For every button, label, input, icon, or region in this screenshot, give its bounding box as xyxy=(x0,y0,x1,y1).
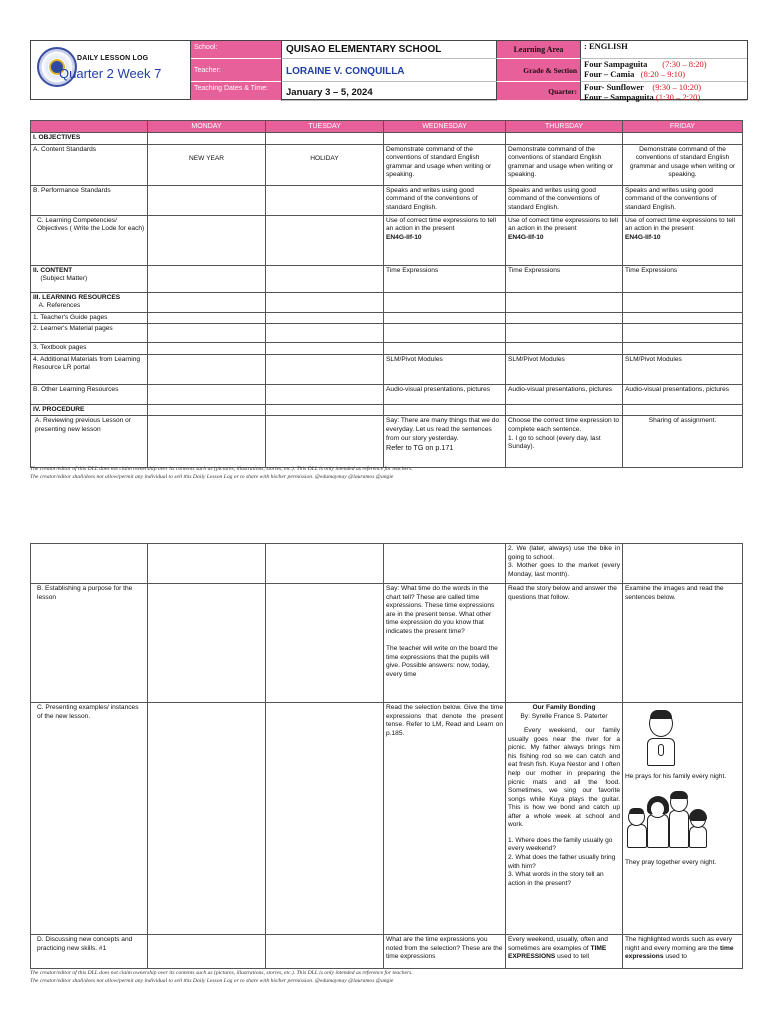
story-title: Our Family Bonding xyxy=(532,704,596,711)
fri-additional: SLM/Pivot Modules xyxy=(623,354,743,384)
day-header-monday: MONDAY xyxy=(148,121,266,133)
thu-content-standard: Demonstrate command of the conventions of standard English grammar and usage when writing or speaking. xyxy=(506,144,623,185)
wed-examples: Read the selection below. Give the time expressions that denote the present tense. Refer to LM, Read and Learn on p.185. xyxy=(384,703,506,935)
learning-area-label: Learning Area xyxy=(496,41,580,59)
section-row: Four – Sampaguita (1:30 – 2:20) xyxy=(584,91,701,102)
section-row: Four – Camia (8:20 – 9:10) xyxy=(584,68,686,79)
header-logo-block xyxy=(31,41,191,99)
section-row: Four- Sunflower (9:30 – 10:20) xyxy=(584,82,702,92)
teacher-value: LORAINE V. CONQUILLA xyxy=(281,59,496,82)
fri-discussing: The highlighted words such as every night and every morning are the time expressions used to xyxy=(623,935,743,969)
examples-label: C. Presenting examples/ instances of the new lesson. xyxy=(31,703,148,935)
thu-review: Choose the correct time expression to complete each sentence. 1. I go to school (every day, last Sunday). xyxy=(506,416,623,468)
footer-line: The creator/editor shall/does not allow/permit any individual to sell this Daily Lesson Log or to share with his/her permission. @edumaymay @lauramos @angie xyxy=(30,977,394,984)
story-question: 1. Where does the family usually go every weekend? xyxy=(508,836,613,853)
discussing-label: D. Discussing new concepts and practicing new skills. #1 xyxy=(31,935,148,969)
school-label: School: xyxy=(191,41,281,59)
boy-praying-illustration xyxy=(625,704,740,769)
wed-other: Audio-visual presentations, pictures xyxy=(384,384,506,404)
story-question: 2. What does the father usually bring with him? xyxy=(508,854,616,870)
wed-content-standard: Demonstrate command of the conventions of standard English grammar and usage when writing or speaking. xyxy=(384,144,506,185)
grade-section-label: Grade & Section xyxy=(496,59,580,82)
additional-materials-label: 4. Additional Materials from Learning Resource LR portal xyxy=(31,354,148,384)
fri-caption-2: They pray together every night. xyxy=(625,858,717,866)
story-author: By: Syrelle France S. Paterter xyxy=(520,712,608,720)
thu-competency: Use of correct time expressions to tell an action in the present EN4G-IIf-10 xyxy=(506,215,623,265)
quarter-week-title: Quarter 2 Week 7 xyxy=(59,66,162,81)
competencies-label: C. Learning Competencies/ Objectives ( Write the Lode for each) xyxy=(31,215,148,265)
dates-label: Teaching Dates & Time: xyxy=(191,82,281,101)
footer-line: The creator/editor of this DLL does not claim ownership over its contents such as (pictures, illustrations, stories, etc.). This DLL is only intended as reference for teachers. xyxy=(30,970,413,976)
content-standards-label: A. Content Standards xyxy=(31,144,148,185)
tuesday-holiday: HOLIDAY xyxy=(266,144,384,185)
wed-additional: SLM/Pivot Modules xyxy=(384,354,506,384)
footer-line: The creator/editor of this DLL does not claim ownership over its contents such as (pictures, illustrations, stories, etc.). This DLL is only intended as reference for teachers. xyxy=(30,466,413,472)
thu-story xyxy=(506,703,623,935)
thu-purpose: Read the story below and answer the questions that follow. xyxy=(506,584,623,703)
disclaimer-footer-2 xyxy=(30,970,742,985)
thu-additional: SLM/Pivot Modules xyxy=(506,354,623,384)
fri-examples xyxy=(623,703,743,935)
reviewing-label: A. Reviewing previous Lesson or presenting new lesson xyxy=(31,416,148,468)
wed-review: Say: There are many things that we do everyday. Let us read the sentences from our story yesterday. Refer to TG on p.171 xyxy=(384,416,506,468)
fri-purpose: Examine the images and read the sentences below. xyxy=(623,584,743,703)
wed-competency: Use of correct time expressions to tell an action in the present EN4G-IIf-10 xyxy=(384,215,506,265)
monday-new-year: NEW YEAR xyxy=(148,144,266,185)
corner-header xyxy=(31,121,148,133)
header-info-grid xyxy=(191,41,747,102)
fri-review: Sharing of assignment. xyxy=(623,416,743,468)
fri-content-standard: Demonstrate command of the conventions of standard English grammar and usage when writing or speaking. xyxy=(623,144,743,185)
thu-content: Time Expressions xyxy=(506,265,623,292)
fri-competency: Use of correct time expressions to tell an action in the present EN4G-IIf-10 xyxy=(623,215,743,265)
learning-area-value: : ENGLISH xyxy=(580,41,747,59)
dll-title: DAILY LESSON LOG xyxy=(77,55,149,62)
other-resources-label: B. Other Learning Resources xyxy=(31,384,148,404)
disclaimer-footer-1 xyxy=(30,466,742,481)
fri-other: Audio-visual presentations, pictures xyxy=(623,384,743,404)
lesson-table-page1 xyxy=(30,120,743,468)
wed-discussing: What are the time expressions you noted from the selection? These are the time expressions xyxy=(384,935,506,969)
purpose-label: B. Establishing a purpose for the lesson xyxy=(31,584,148,703)
thu-discussing: Every weekend, usually, often and sometimes are examples of TIME EXPRESSIONS used to tell xyxy=(506,935,623,969)
wed-purpose: Say: What time do the words in the chart tell? These are called time expressions. These time expressions are in the present tense. What other time expression do you know that indicates the present time? The teacher will write on the board the time expressions that the pupils will give. Possible answers: now, today, every time xyxy=(384,584,506,703)
lesson-table-page2 xyxy=(30,543,743,969)
content-label: II. CONTENT (Subject Matter) xyxy=(31,265,148,292)
day-header-wednesday: WEDNESDAY xyxy=(384,121,506,133)
objectives-heading: I. OBJECTIVES xyxy=(31,133,148,145)
teacher-label: Teacher: xyxy=(191,59,281,82)
day-header-tuesday: TUESDAY xyxy=(266,121,384,133)
thu-review-continued: 2. We (later, always) use the bike in going to school. 3. Mother goes to the market (every Monday, last month). xyxy=(506,544,623,584)
wed-performance-standard: Speaks and writes using good command of the conventions of standard English. xyxy=(384,185,506,215)
grade-section-value xyxy=(580,59,747,82)
dates-value: January 3 – 5, 2024 xyxy=(281,82,496,101)
fri-content: Time Expressions xyxy=(623,265,743,292)
school-value: QUISAO ELEMENTARY SCHOOL xyxy=(281,41,496,59)
day-header-thursday: THURSDAY xyxy=(506,121,623,133)
quarter-label: Quarter: xyxy=(496,82,580,101)
family-praying-illustration xyxy=(625,786,740,858)
procedure-heading: IV. PROCEDURE xyxy=(31,404,148,416)
tg-pages-label: 1. Teacher's Guide pages xyxy=(31,312,148,324)
story-body: Every weekend, our family usually goes near the river for a picnic. My father always brings him his fishing rod so we can catch and eat fresh fish. Kuya Nestor and I often help our mother in preparing the picnic mats and all the food. Sometimes, we sing our favorite songs while Kuya plays the guitar. This is how we bond and catch up after a whole week at school and work. xyxy=(508,727,620,829)
footer-line: The creator/editor shall/does not allow/permit any individual to sell this Daily Lesson Log or to share with his/her permission. @edumaymay @lauramos @angie xyxy=(30,473,394,480)
story-question: 3. What words in the story tell an action in the present? xyxy=(508,871,604,887)
fri-performance-standard: Speaks and writes using good command of the conventions of standard English. xyxy=(623,185,743,215)
lesson-log-header xyxy=(30,40,748,100)
section-row: Four Sampaguita (7:30 – 8:20) xyxy=(584,59,707,69)
lm-pages-label: 2. Learner's Material pages xyxy=(31,324,148,343)
textbook-pages-label: 3. Textbook pages xyxy=(31,343,148,355)
resources-label: III. LEARNING RESOURCES A. References xyxy=(31,292,148,312)
fri-caption-1: He prays for his family every night. xyxy=(625,773,727,780)
quarter-value xyxy=(580,82,747,101)
day-header-friday: FRIDAY xyxy=(623,121,743,133)
thu-other: Audio-visual presentations, pictures xyxy=(506,384,623,404)
thu-performance-standard: Speaks and writes using good command of the conventions of standard English. xyxy=(506,185,623,215)
performance-standards-label: B. Performance Standards xyxy=(31,185,148,215)
wed-content: Time Expressions xyxy=(384,265,506,292)
